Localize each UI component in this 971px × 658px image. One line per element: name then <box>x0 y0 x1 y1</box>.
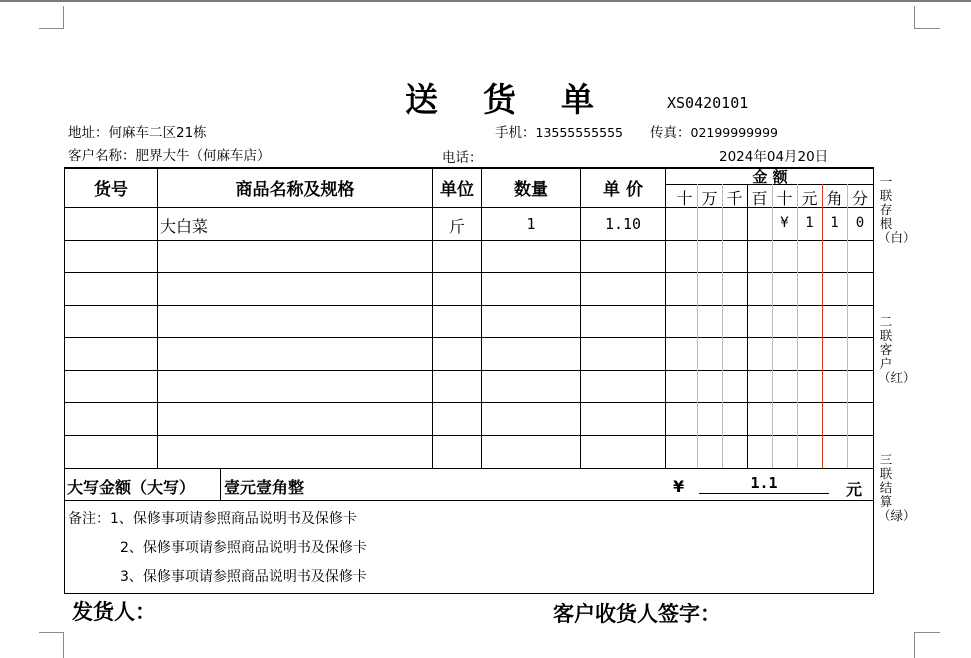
title-char-3: 单 <box>561 80 594 119</box>
mobile-value: 13555555555 <box>535 125 623 140</box>
row-digit-8: 0 <box>855 215 865 231</box>
row-price: 1.10 <box>604 215 642 233</box>
fax-line <box>650 121 778 141</box>
remark-line-1: 1、保修事项请参照商品说明书及保修卡 <box>110 511 357 527</box>
digit-header-5: 十 <box>776 189 793 208</box>
row-digit-5: ¥ <box>780 215 789 231</box>
remark-line-2: 2、保修事项请参照商品说明书及保修卡 <box>120 540 367 556</box>
header-name: 商品名称及规格 <box>235 180 355 200</box>
remarks-label: 备注： <box>68 511 110 527</box>
remark-line-3: 3、保修事项请参照商品说明书及保修卡 <box>120 569 367 585</box>
shipper-label: 发货人： <box>72 599 156 624</box>
fax-value: 02199999999 <box>690 125 778 140</box>
document-number: XS0420101 <box>667 94 749 112</box>
digit-header-2: 万 <box>701 189 718 208</box>
address-value: 何麻车二区21栋 <box>108 125 207 141</box>
header-qty: 数量 <box>514 180 548 200</box>
digit-header-4: 百 <box>751 189 768 208</box>
digit-header-7: 角 <box>826 189 843 208</box>
fax-label: 传真： <box>650 125 691 141</box>
row-unit: 斤 <box>448 217 465 236</box>
header-code: 货号 <box>94 180 128 200</box>
header-unit: 单位 <box>440 180 474 200</box>
total-unit: 元 <box>846 480 863 499</box>
phone-label: 电话： <box>442 150 483 166</box>
total-amount: 1.1 <box>699 474 829 494</box>
digit-header-1: 十 <box>676 189 693 208</box>
row-digit-7: 1 <box>830 215 839 231</box>
digit-header-3: 千 <box>726 189 743 208</box>
header-amount: 金 额 <box>752 168 788 186</box>
title-char-1: 送 <box>405 80 438 119</box>
phone-line <box>442 146 483 166</box>
row-qty: 1 <box>526 215 536 233</box>
address-label: 地址： <box>68 125 109 141</box>
address-line <box>68 121 207 141</box>
document-title <box>405 74 639 121</box>
customer-value: 肥界大牛（何麻车店） <box>135 148 271 164</box>
window-top-border <box>0 0 971 2</box>
title-char-2: 货 <box>483 80 516 119</box>
receiver-signature-label: 客户收货人签字： <box>553 601 721 626</box>
header-price: 单 价 <box>603 180 643 200</box>
customer-label: 客户名称： <box>68 148 136 164</box>
copy-label-3: 三联结算（绿） <box>878 452 916 523</box>
mobile-line <box>495 121 623 141</box>
copy-label-2: 二联客户（红） <box>878 314 916 385</box>
total-words-value: 壹元壹角整 <box>224 478 305 497</box>
total-words-label: 大写金额（大写） <box>67 478 196 497</box>
digit-header-8: 分 <box>851 189 868 208</box>
customer-line <box>68 144 271 164</box>
total-currency-symbol: ¥ <box>673 477 685 496</box>
copy-label-1: 一联存根（白） <box>878 174 916 245</box>
digit-header-6: 元 <box>801 189 818 208</box>
row-digit-6: 1 <box>805 215 814 231</box>
row-name: 大白菜 <box>160 217 209 236</box>
date-value: 2024年04月20日 <box>719 149 829 165</box>
mobile-label: 手机： <box>495 125 536 141</box>
